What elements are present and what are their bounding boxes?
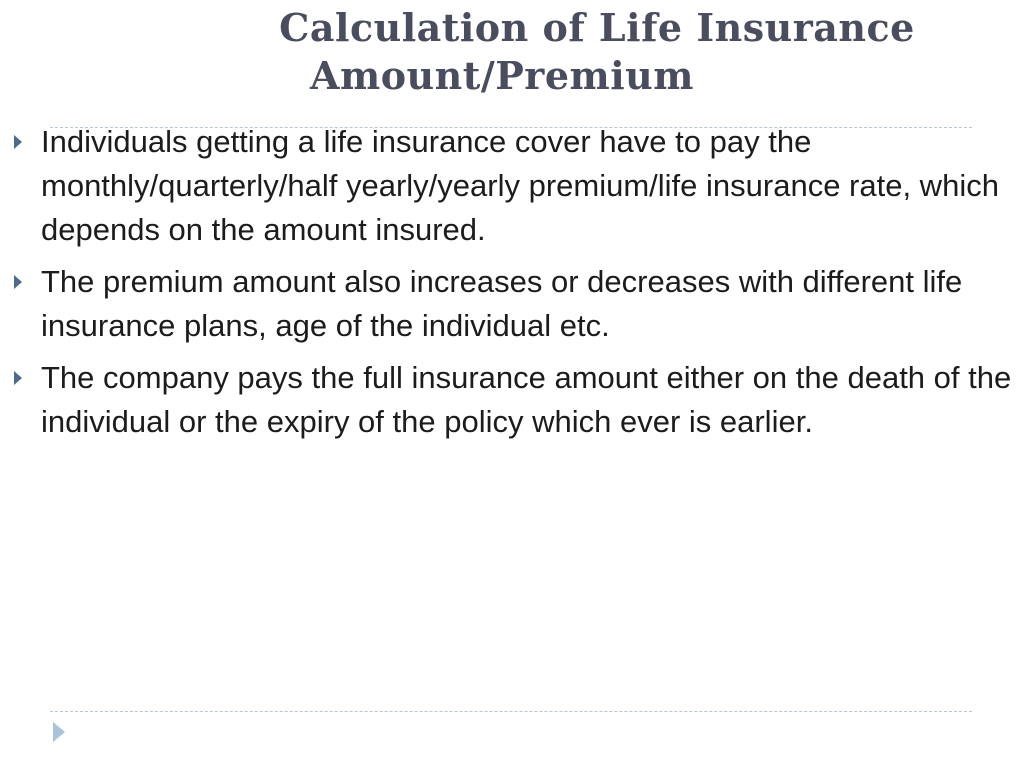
- slide-title: [0, 4, 1024, 100]
- bullet-list: [12, 120, 1018, 452]
- triangle-bullet-icon: [14, 135, 22, 149]
- bullet-text-3: The company pays the full insurance amount either on the death of the individual or the expiry of the policy which ever is earlier.: [41, 360, 1012, 439]
- bullet-text-2: The premium amount also increases or decreases with different life insurance plans, age of the individual etc.: [41, 264, 963, 343]
- triangle-bullet-icon: [14, 275, 22, 289]
- next-slide-arrow-icon[interactable]: [53, 722, 65, 742]
- bullet-item-3: [12, 356, 1018, 444]
- bullet-item-1: [12, 120, 1018, 252]
- slide-title-line-1: Calculation of Life Insurance: [279, 5, 915, 50]
- footer-divider: [50, 711, 972, 712]
- bullet-item-2: [12, 260, 1018, 348]
- bullet-text-1: Individuals getting a life insurance cover have to pay the monthly/quarterly/half yearly/yearly premium/life insurance rate, which depends on the amount insured.: [41, 124, 999, 247]
- triangle-bullet-icon: [14, 371, 22, 385]
- slide-title-line-2: Amount/Premium: [310, 53, 694, 98]
